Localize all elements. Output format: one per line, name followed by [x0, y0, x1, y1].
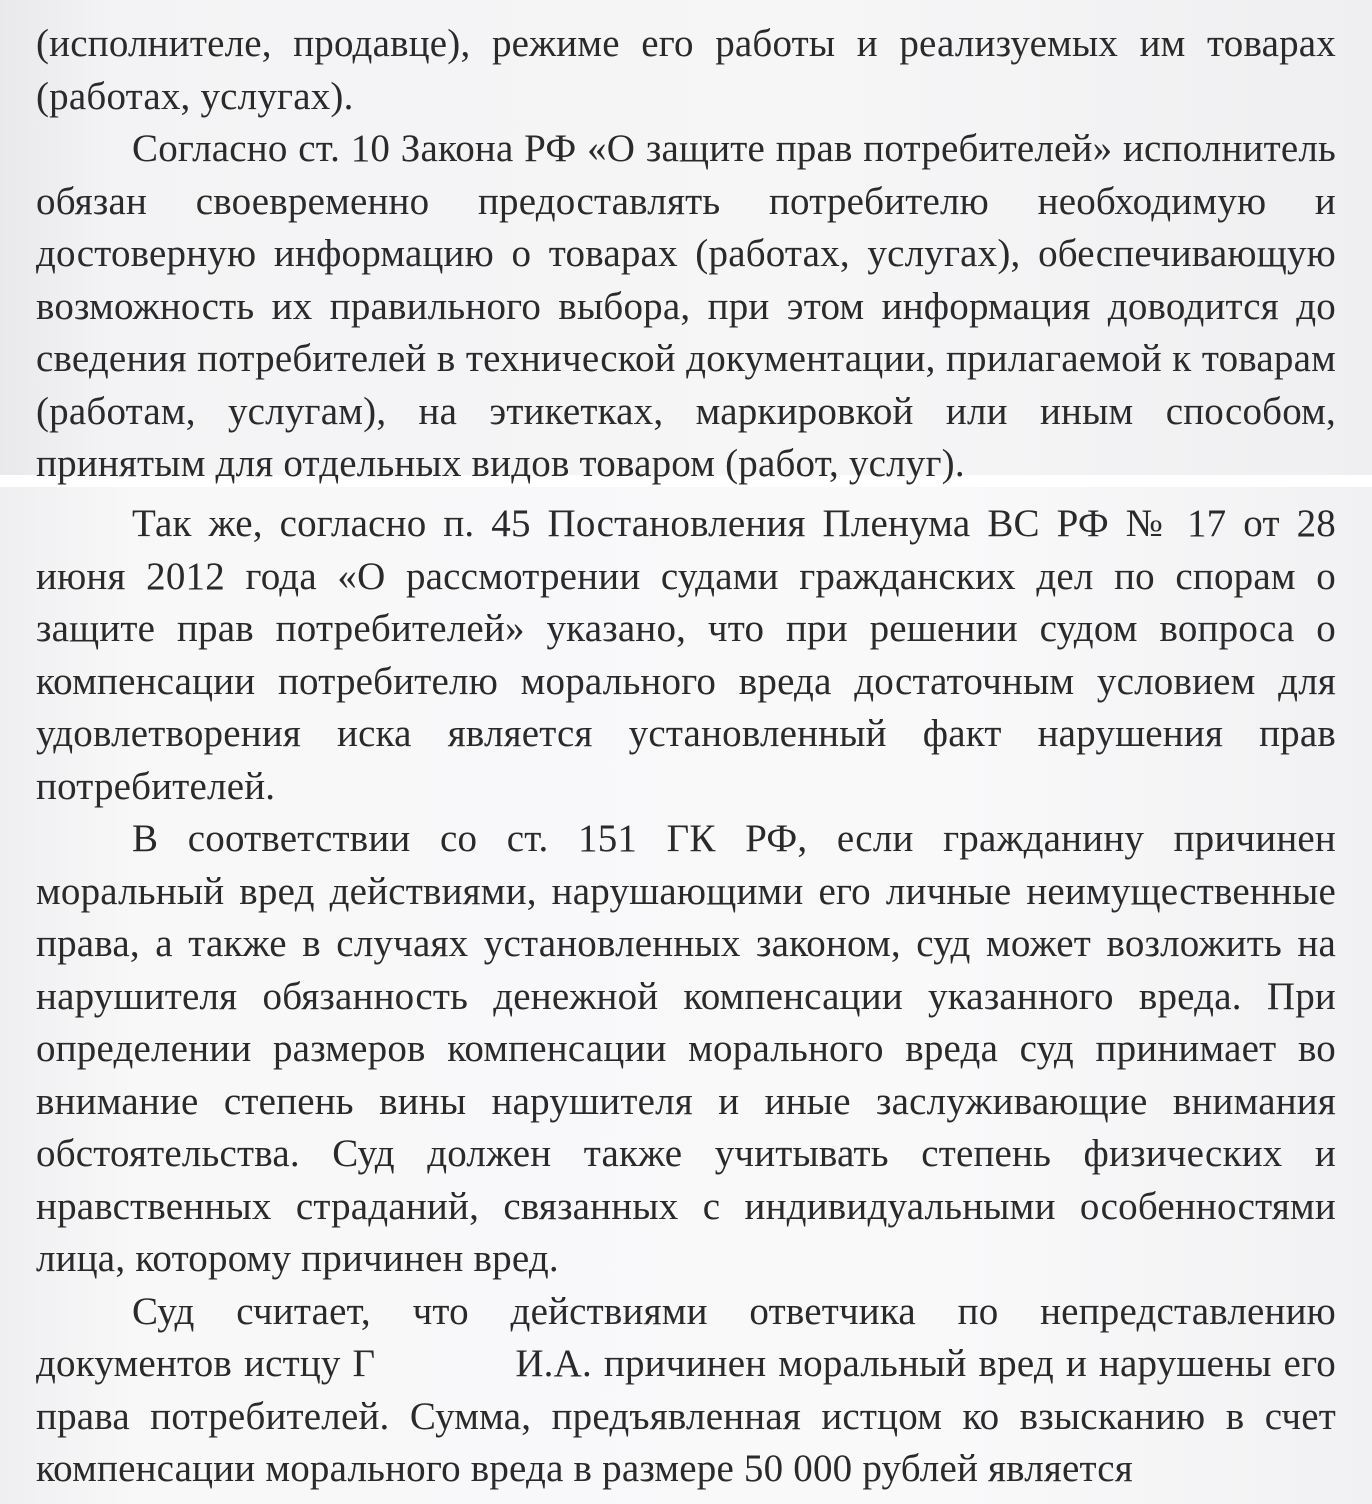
top-text-block [36, 18, 1336, 491]
court-decision-part2: И.А. причинен моральный вред и нарушены его права потребителей. Сумма, предъявленная истцом ко взысканию в счет компенсации морального вреда в размере 50 000 рублей является [36, 1342, 1336, 1490]
paragraph-plenum-resolution: Так же, согласно п. 45 Постановления Пленума ВС РФ № 17 от 28 июня 2012 года «О рассмотрении судами гражданских дел по спорам о защите прав потребителей» указано, что при решении судом вопроса о компенсации потребителю морального вреда достаточным условием для удовлетворения иска является установленный факт нарушения прав потребителей. [36, 502, 1336, 808]
court-decision-part1: Суд считает, что действиями ответчика по непредставлению документов истцу Г [36, 1289, 1336, 1385]
paragraph-court-decision [36, 1286, 1336, 1496]
paragraph-continuation: (исполнителе, продавце), режиме его работы и реализуемых им товарах (работах, услугах). [36, 22, 1336, 118]
paragraph-civil-code: В соответствии со ст. 151 ГК РФ, если гражданину причинен моральный вред действиями, нарушающими его личные неимущественные права, а также в случаях установленных законом, суд может возложить на нарушителя обязанность денежной компенсации указанного вреда. При определении размеров компенсации морального вреда суд принимает во внимание степень вины нарушителя и иные заслуживающие внимания обстоятельства. Суд должен также учитывать степень физических и нравственных страданий, связанных с индивидуальными особенностями лица, которому причинен вред. [36, 817, 1336, 1280]
bottom-text-block [36, 498, 1336, 1496]
paragraph-consumer-info: Согласно ст. 10 Закона РФ «О защите прав потребителей» исполнитель обязан своевременно предоставлять потребителю необходимую и достоверную информацию о товарах (работах, услугах), обеспечивающую возможность их правильного выбора, при этом информация доводится до сведения потребителей в технической документации, прилагаемой к товарам (работам, услугам), на этикетках, маркировкой или иным способом, принятым для отдельных видов товаром (работ, услуг). [36, 127, 1336, 485]
